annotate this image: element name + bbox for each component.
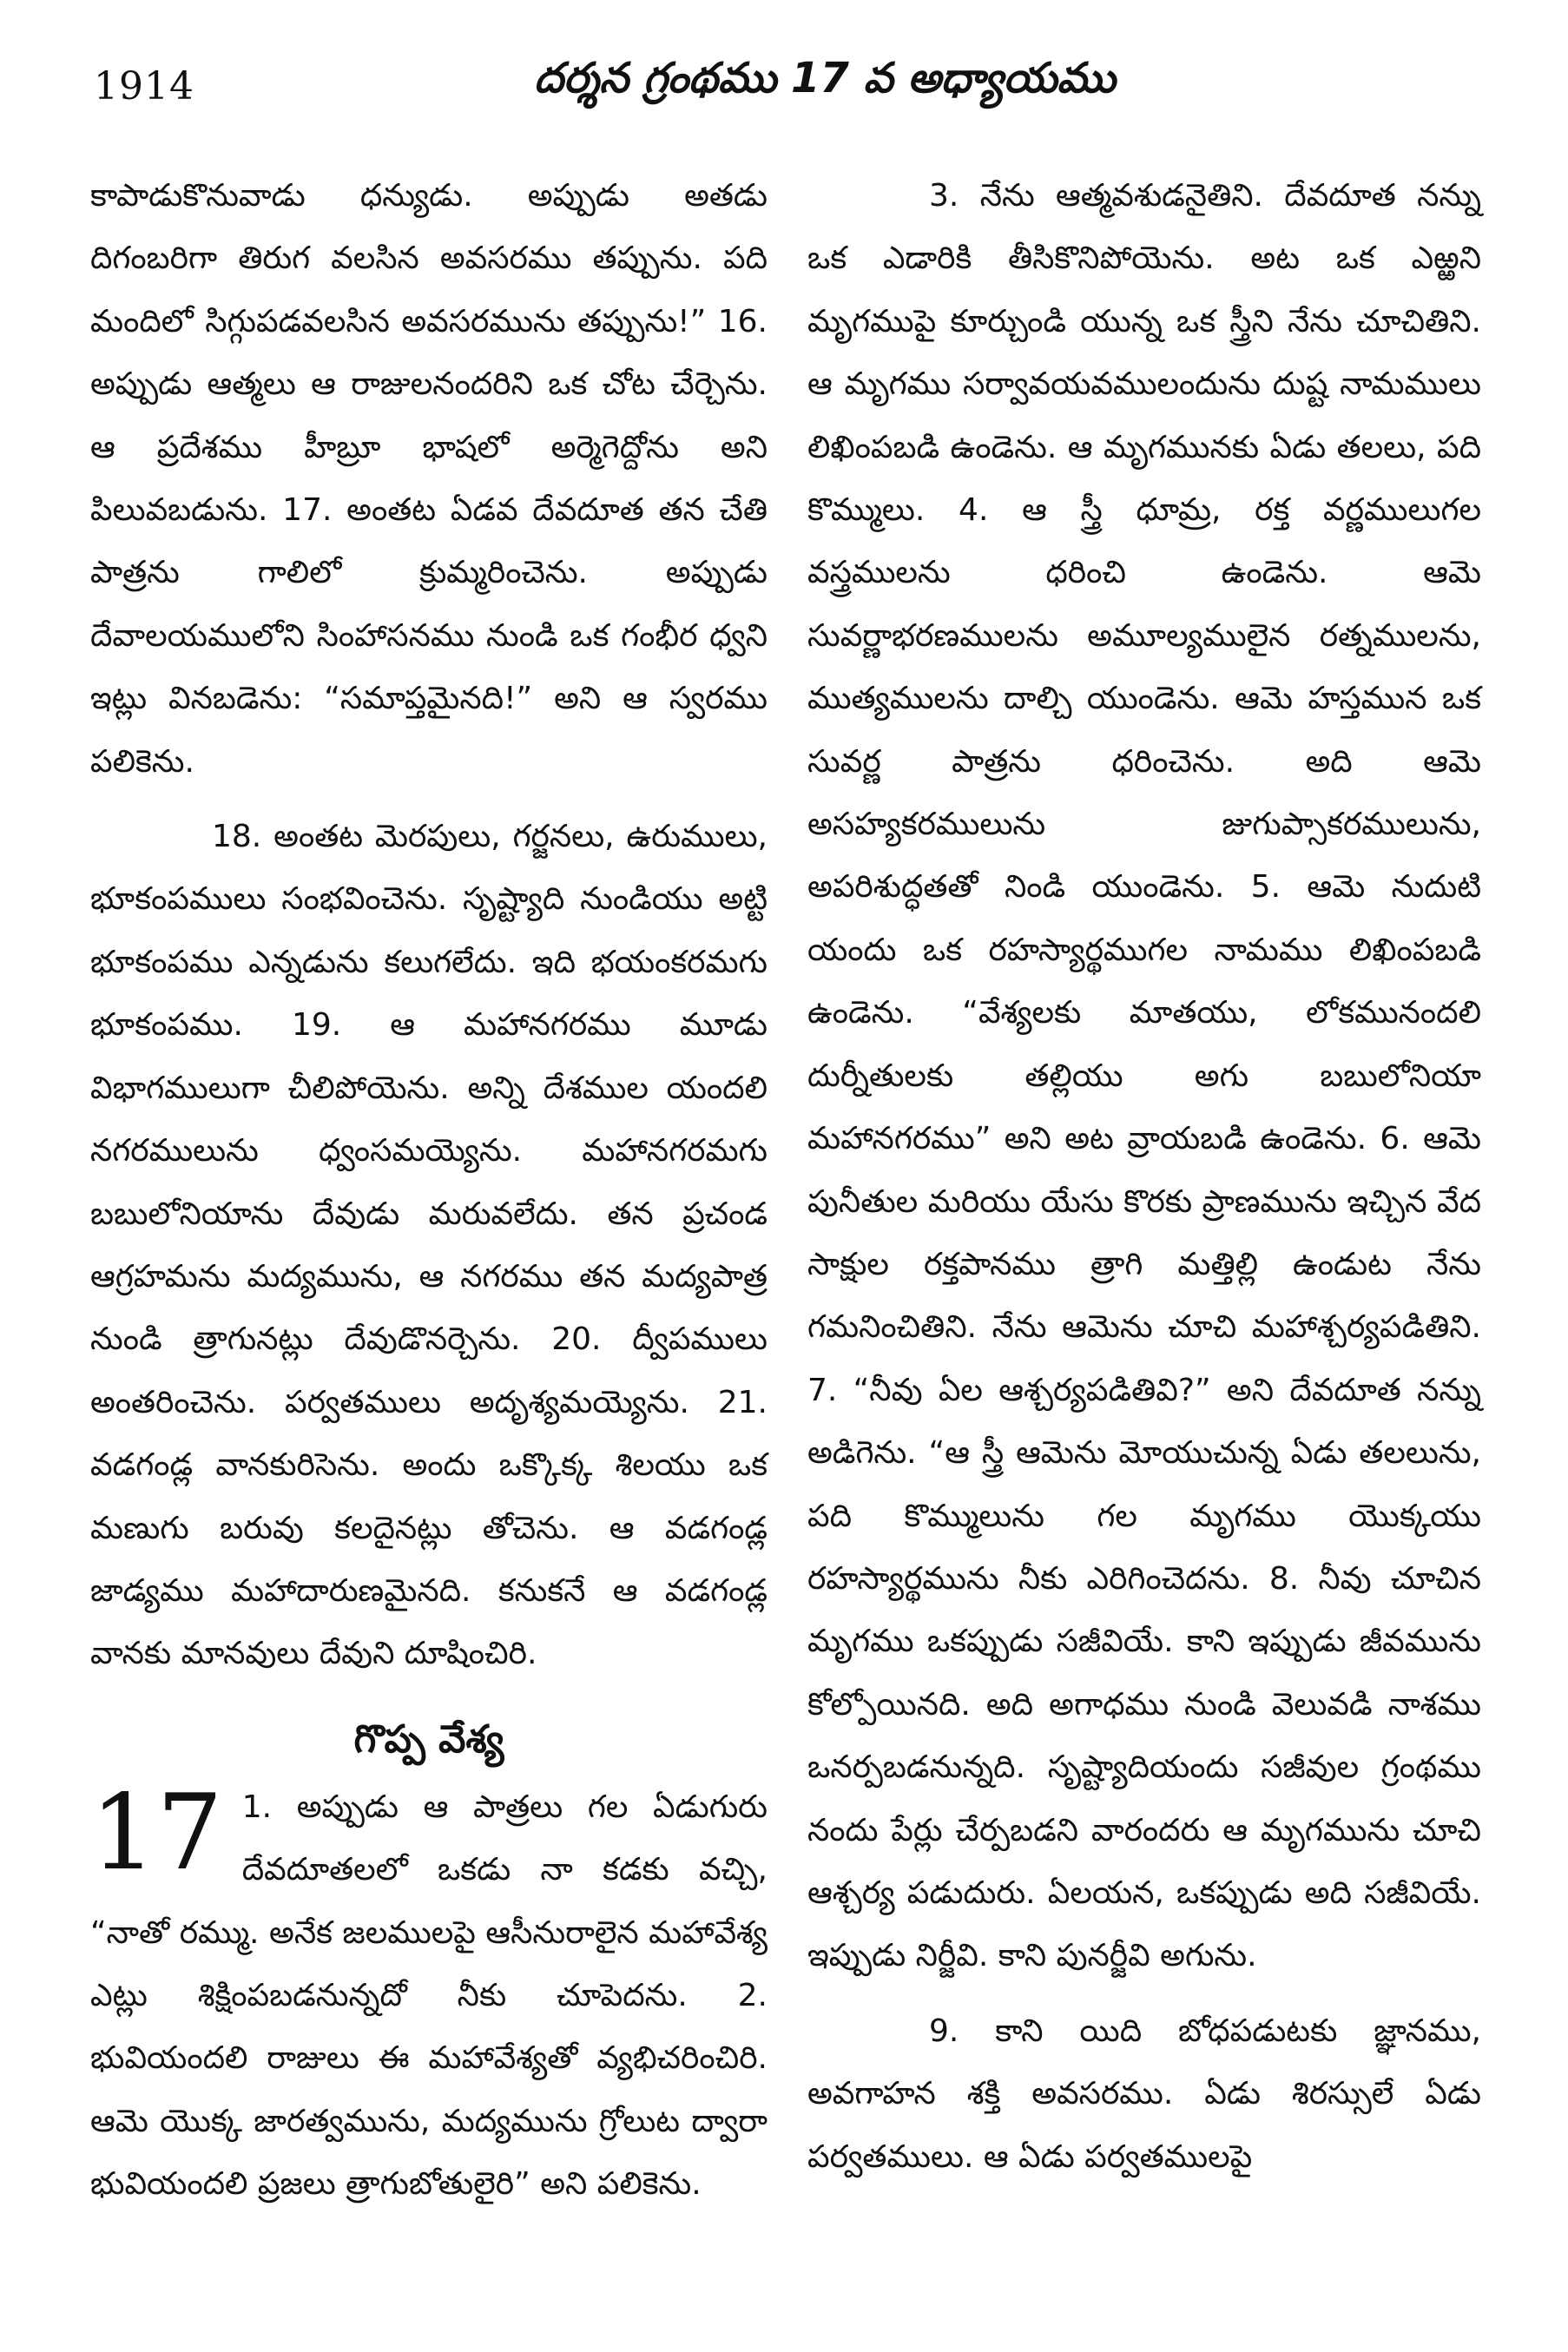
paragraph: 3. నేను ఆత్మవశుడనైతిని. దేవదూత నన్ను ఒక ఎడారికి తీసికొనిపోయెను. అట ఒక ఎఱ్ఱని మృగముపై కూర్చుండి యున్న ఒక స్త్రీని నేను చూచితిని. ఆ మృగము సర్వావయవములందును దుష్ట నామములు లిఖింపబడి ఉండెను. ఆ మృగమునకు ఏడు తలలు, పది కొమ్ములు. 4. ఆ స్త్రీ ధూమ్ర, రక్త వర్ణములుగల వస్త్రములను ధరించి ఉండెను. ఆమె సువర్ణాభరణములను అమూల్యములైన రత్నములను, ముత్యములను దాల్చి యుండెను. ఆమె హస్తమున ఒక సువర్ణ పాత్రను ధరించెను. అది ఆమె అసహ్యకరములును జుగుప్సాకరములును, అపరిశుద్ధతతో నిండి యుండెను. 5. ఆమె నుదుటి యందు ఒక రహస్యార్థముగల నామము లిఖింపబడి ఉండెను. “వేశ్యలకు మాతయు, లోకమునందలి దుర్నీతులకు తల్లియు అగు బబులోనియా మహానగరము” అని అట వ్రాయబడి ఉండెను. 6. ఆమె పునీతుల మరియు యేసు కొరకు ప్రాణమును ఇచ్చిన వేద సాక్షుల రక్తపానము త్రాగి మత్తిల్లి ఉండుట నేను గమనించితిని. నేను ఆమెను చూచి మహాశ్చర్యపడితిని. 7. “నీవు ఏల ఆశ్చర్యపడితివి?” అని దేవదూత నన్ను అడిగెను. “ఆ స్త్రీ ఆమెను మోయుచున్న ఏడు తలలును, పది కొమ్ములును గల మృగము యొక్కయు రహస్యార్థమును నీకు ఎరిగించెదను. 8. నీవు చూచిన మృగము ఒకప్పుడు సజీవియే. కాని ఇప్పుడు జీవమును కోల్పోయినది. అది అగాధము నుండి వెలువడి నాశము ఒనర్పబడనున్నది. సృష్ట్యాదియందు సజీవుల గ్రంథము నందు పేర్లు చేర్పబడని వారందరు ఆ మృగమును చూచి ఆశ్చర్య పడుదురు. ఏలయన, ఒకప్పుడు అది సజీవియే. ఇప్పుడు నిర్జీవి. కాని పునర్జీవి అగును.: [807, 178, 1481, 1974]
chapter-first-paragraph: [90, 1772, 768, 2217]
chapter-text: 1. అప్పుడు ఆ పాత్రలు గల ఏడుగురు దేవదూతలలో ఒకడు నా కడకు వచ్చి, “నాతో రమ్ము. అనేక జలములపై ఆసీనురాలైన మహావేశ్య ఎట్లు శిక్షింపబడనున్నదో నీకు చూపెదను. 2. భువియందలి రాజులు ఈ మహావేశ్యతో వ్యభిచరించిరి. ఆమె యొక్క జారత్వమును, మద్యమును గ్రోలుట ద్వారా భువియందలి ప్రజలు త్రాగుబోతులైరి” అని పలికెను.: [90, 1789, 768, 2203]
paragraph: కాపాడుకొనువాడు ధన్యుడు. అప్పుడు అతడు దిగంబరిగా తిరుగ వలసిన అవసరము తప్పును. పది మందిలో సిగ్గుపడవలసిన అవసరమును తప్పును!” 16. అప్పుడు ఆత్మలు ఆ రాజులనందరిని ఒక చోట చేర్చెను. ఆ ప్రదేశము హీబ్రూ భాషలో అర్మెగెద్దోను అని పిలువబడును. 17. అంతట ఏడవ దేవదూత తన చేతి పాత్రను గాలిలో క్రుమ్మరించెను. అప్పుడు దేవాలయములోని సింహాసనము నుండి ఒక గంభీర ధ్వని ఇట్లు వినబడెను: “సమాప్తమైనది!” అని ఆ స్వరము పలికెను.: [90, 178, 768, 780]
chapter-number: 17: [90, 1772, 223, 1894]
page-number: 1914: [94, 64, 194, 109]
section-title: గొప్ప వేశ్య: [353, 1716, 504, 1762]
paragraph: 18. అంతట మెరపులు, గర్జనలు, ఉరుములు, భూకంపములు సంభవించెను. సృష్ట్యాది నుండియు అట్టి భూకంపము ఎన్నడును కలుగలేదు. ఇది భయంకరమగు భూకంపము. 19. ఆ మహానగరము మూడు విభాగములుగా చీలిపోయెను. అన్ని దేశముల యందలి నగరములును ధ్వంసమయ్యెను. మహానగరమగు బబులోనియాను దేవుడు మరువలేదు. తన ప్రచండ ఆగ్రహమను మద్యమును, ఆ నగరము తన మద్యపాత్ర నుండి త్రాగునట్లు దేవుడొనర్చెను. 20. ద్వీపములు అంతరించెను. పర్వతములు అదృశ్యమయ్యెను. 21. వడగండ్ల వానకురిసెను. అందు ఒక్కొక్క శిలయు ఒక మణుగు బరువు కలదైనట్లు తోచెను. ఆ వడగండ్ల జాడ్యము మహాదారుణమైనది. కనుకనే ఆ వడగండ్ల వానకు మానవులు దేవుని దూషించిరి.: [90, 819, 768, 1672]
right-column: [807, 165, 1481, 2189]
left-column: [90, 165, 768, 2217]
running-title: దర్శన గ్రంథము 17 వ అధ్యాయము: [534, 54, 1116, 102]
paragraph: 9. కాని యిది బోధపడుటకు జ్ఞానము, అవగాహన శక్తి అవసరము. ఏడు శిరస్సులే ఏడు పర్వతములు. ఆ ఏడు పర్వతములపై: [807, 2013, 1481, 2175]
